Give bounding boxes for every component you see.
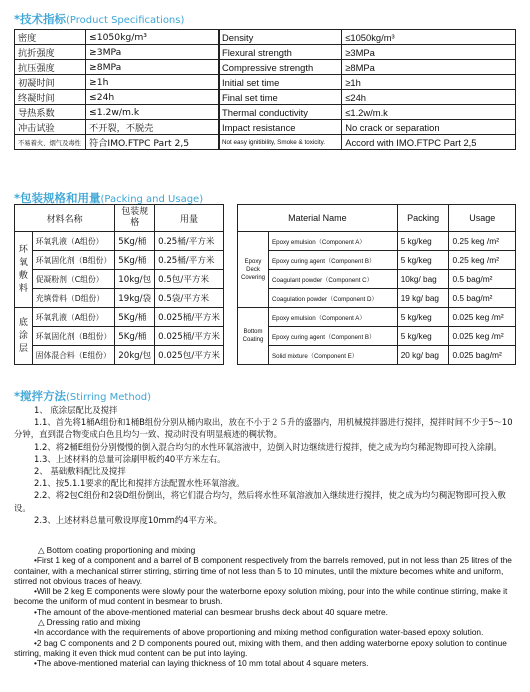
spec-label: Impact resistance: [219, 120, 342, 135]
spec-value: ≤1.2w/m.k: [86, 105, 220, 120]
packing-category: 环氧敷料: [15, 232, 33, 308]
stirring-text-en: [14, 545, 520, 669]
packing-spec: 5 kg/keg: [397, 308, 449, 327]
packing-category: Epoxy Deck Covering: [238, 232, 269, 308]
packing-row: [15, 289, 224, 308]
specs-title-en: (Product Specifications): [66, 15, 185, 26]
packing-title-cn: *包装规格和用量: [14, 191, 101, 205]
header-usage: Usage: [449, 205, 516, 232]
stirring-paragraph: 2.2、将2包C组份和2袋D组份倒出，将它们混合均匀，然后将水性环氧溶液加入继续进行搅拌，使之成为均匀稠泥物即可投入敷设。: [14, 490, 506, 513]
packing-usage: 0.5袋/平方米: [155, 289, 224, 308]
stirring-paragraph: •Will be 2 keg E components were slowly pour the waterborne epoxy solution mixing, pour into the while continue stirring, make it become the uniform of mud content in besmear to brush.: [14, 586, 508, 607]
specs-title-cn: *技术指标: [14, 12, 67, 26]
stirring-paragraph: 1、 底涂层配比及搅拌: [34, 405, 118, 415]
header-material: Material Name: [238, 205, 398, 232]
packing-usage: 0.25 keg /m²: [449, 251, 516, 270]
spec-label: 初凝时间: [15, 75, 86, 90]
packing-material: Epoxy curing agent（Component B）: [269, 251, 398, 270]
packing-material: 环氧乳液（A组份）: [32, 232, 115, 251]
packing-category: 底涂层: [15, 308, 33, 365]
spec-value: ≥8MPa: [342, 60, 516, 75]
packing-spec: 20 kg/ bag: [397, 346, 449, 365]
packing-row: [15, 251, 224, 270]
spec-label: Initial set time: [219, 75, 342, 90]
packing-usage: 0.25桶/平方米: [155, 251, 224, 270]
spec-value: 不开裂，不脱壳: [86, 120, 220, 135]
stirring-section-title: [14, 388, 151, 404]
packing-spec: 20kg/包: [115, 346, 155, 365]
packing-spec: 5 kg/keg: [397, 327, 449, 346]
spec-row: [15, 60, 220, 75]
header-material: 材料名称: [15, 205, 115, 232]
stirring-paragraph: 1.2、将2桶E组份分别慢慢的倒入混合均匀的水性环氧溶液中，边倒入时边继续进行搅拌，使之成为均匀稀泥物即可投入涂刷。: [34, 441, 502, 452]
spec-row: [15, 90, 220, 105]
packing-title-en: (Packing and Usage): [100, 194, 204, 205]
packing-material: 环氧乳液（A组份）: [32, 308, 115, 327]
spec-row: [15, 75, 220, 90]
packing-row: [15, 270, 224, 289]
stirring-paragraph: •The above-mentioned material can laying thickness of 10 mm total about 4 square meters.: [34, 658, 369, 669]
packing-spec: 5Kg/桶: [115, 308, 155, 327]
stirring-paragraph: 1.3、上述材料的总量可涂刷甲板约40平方米左右。: [34, 453, 226, 464]
packing-material: 环氧固化剂（B组份）: [32, 251, 115, 270]
stirring-paragraph: •2 bag C components and 2 D components poured out, mixing with them, and then adding waterborne epoxy solution to continue stirring, making it even thick mud content can be put into laying.: [14, 637, 507, 658]
packing-usage: 0.025 keg /m²: [449, 308, 516, 327]
packing-material: 环氧固化剂（B组份）: [32, 327, 115, 346]
spec-value: ≥3MPa: [342, 45, 516, 60]
stirring-paragraph: 2.1、按5.1.1要求的配比和搅拌方法配置水性环氧溶液。: [34, 478, 245, 489]
spec-label: Final set time: [219, 90, 342, 105]
spec-label: 密度: [15, 30, 86, 45]
spec-row: [15, 135, 220, 150]
stirring-title-en: (Stirring Method): [66, 392, 152, 403]
packing-spec: 5 kg/keg: [397, 232, 449, 251]
packing-usage: 0.5 bag/m²: [449, 270, 516, 289]
packing-row: [15, 232, 224, 251]
spec-value: ≥8MPa: [86, 60, 220, 75]
packing-table-en: [237, 204, 516, 365]
header-packing: Packing: [397, 205, 449, 232]
specs-section-title: [14, 11, 184, 27]
packing-row: [238, 270, 516, 289]
packing-spec: 5 kg/keg: [397, 251, 449, 270]
packing-spec: 19kg/袋: [115, 289, 155, 308]
spec-value: ≤24h: [86, 90, 220, 105]
packing-usage: 0.025 keg /m²: [449, 327, 516, 346]
stirring-paragraph: 1.1、首先将1桶A组份和1桶B组份分别从桶内取出，放在不小于２５升的盛器内，用机械搅拌器进行搅拌，搅拌时间不少于5～10分钟，直到混合物变成白色且均匀一致、搅动时没有明显痕迹的稠状物。: [14, 417, 513, 440]
packing-material: Coagulation powder（Component D）: [269, 289, 398, 308]
packing-row: [238, 232, 516, 251]
spec-table-en: [218, 29, 516, 150]
stirring-paragraph: 2、 基础敷料配比及搅拌: [34, 466, 126, 477]
packing-row: [238, 251, 516, 270]
spec-value: ≤1050kg/m³: [86, 30, 220, 45]
packing-spec: 5Kg/桶: [115, 327, 155, 346]
packing-row: [238, 346, 516, 365]
spec-label: 导热系数: [15, 105, 86, 120]
packing-usage: 0.025 bag/m²: [449, 346, 516, 365]
packing-usage: 0.025包/平方米: [155, 346, 224, 365]
spec-row: [15, 120, 220, 135]
packing-header-row: [238, 205, 516, 232]
stirring-paragraph: △ Dressing ratio and mixing: [38, 617, 141, 628]
spec-label: Not easy ignitibility, Smoke & toxicity.: [219, 135, 342, 150]
spec-value: ≥3MPa: [86, 45, 220, 60]
spec-row: [219, 105, 516, 120]
header-packing: 包装规格: [115, 205, 155, 232]
header-usage: 用量: [155, 205, 224, 232]
spec-label: Density: [219, 30, 342, 45]
spec-row: [219, 60, 516, 75]
spec-label: 抗压强度: [15, 60, 86, 75]
packing-material: Coagulant powder（Component C）: [269, 270, 398, 289]
spec-value: ≤24h: [342, 90, 516, 105]
packing-row: [15, 346, 224, 365]
stirring-paragraph: •In accordance with the requirements of above proportioning and mixing method configuration water-based epoxy solution.: [34, 627, 484, 638]
packing-row: [15, 327, 224, 346]
packing-material: Epoxy emulsion（Component A）: [269, 308, 398, 327]
stirring-paragraph: •First 1 keg of a component and a barrel of B component respectively from the barrels removed, put in not less than 25 litres of the container, with a mechanical stirrer stirring, stirring time of not less than 5 to 10 minutes, until the mixture becomes white and uniform, stirred not obvious traces of heavy.: [14, 555, 512, 586]
packing-row: [15, 308, 224, 327]
packing-usage: 0.025桶/平方米: [155, 327, 224, 346]
packing-usage: 0.025桶/平方米: [155, 308, 224, 327]
stirring-paragraph: •The amount of the above-mentioned material can besmear brushs deck about 40 square metre.: [34, 606, 388, 617]
spec-row: [219, 45, 516, 60]
spec-row: [15, 105, 220, 120]
spec-row: [219, 135, 516, 150]
spec-table-cn: [14, 29, 220, 150]
packing-usage: 0.5包/平方米: [155, 270, 224, 289]
spec-label: 终凝时间: [15, 90, 86, 105]
spec-label: 不易着火、烟气及毒性: [15, 135, 86, 150]
spec-value: No crack or separation: [342, 120, 516, 135]
packing-spec: 10kg/ bag: [397, 270, 449, 289]
spec-row: [219, 30, 516, 45]
packing-spec: 5Kg/桶: [115, 251, 155, 270]
packing-row: [238, 308, 516, 327]
spec-row: [219, 75, 516, 90]
spec-label: 冲击试验: [15, 120, 86, 135]
packing-usage: 0.25 keg /m²: [449, 232, 516, 251]
spec-label: Flexural strength: [219, 45, 342, 60]
spec-row: [15, 30, 220, 45]
packing-spec: 19 kg/ bag: [397, 289, 449, 308]
packing-row: [238, 289, 516, 308]
spec-label: Compressive strength: [219, 60, 342, 75]
packing-material: 固体混合料（E组份）: [32, 346, 115, 365]
spec-value: ≤1.2w/m.k: [342, 105, 516, 120]
packing-material: Epoxy emulsion（Component A）: [269, 232, 398, 251]
stirring-text-cn: [14, 404, 520, 526]
packing-spec: 10kg/包: [115, 270, 155, 289]
stirring-paragraph: 2.3、上述材料总量可敷设厚度10mm约4平方米。: [34, 514, 222, 525]
stirring-title-cn: *搅拌方法: [14, 389, 67, 403]
spec-label: Thermal conductivity: [219, 105, 342, 120]
packing-usage: 0.25桶/平方米: [155, 232, 224, 251]
spec-row: [219, 120, 516, 135]
packing-material: 促凝粉剂（C组份）: [32, 270, 115, 289]
packing-material: Solid mixture（Component E）: [269, 346, 398, 365]
spec-value: ≤1050kg/m³: [342, 30, 516, 45]
packing-row: [238, 327, 516, 346]
packing-spec: 5Kg/桶: [115, 232, 155, 251]
spec-value: 符合IMO.FTPC Part 2,5: [86, 135, 220, 150]
spec-row: [15, 45, 220, 60]
packing-material: 充填骨料（D组份）: [32, 289, 115, 308]
packing-table-cn: [14, 204, 224, 365]
spec-row: [219, 90, 516, 105]
stirring-paragraph: △ Bottom coating proportioning and mixing: [38, 545, 196, 555]
spec-value: Accord with IMO.FTPC Part 2,5: [342, 135, 516, 150]
packing-material: Epoxy curing agent（Component B）: [269, 327, 398, 346]
spec-value: ≥1h: [86, 75, 220, 90]
packing-header-row: [15, 205, 224, 232]
spec-label: 抗折强度: [15, 45, 86, 60]
packing-usage: 0.5 bag/m²: [449, 289, 516, 308]
packing-category: Bottom Coating: [238, 308, 269, 365]
spec-value: ≥1h: [342, 75, 516, 90]
